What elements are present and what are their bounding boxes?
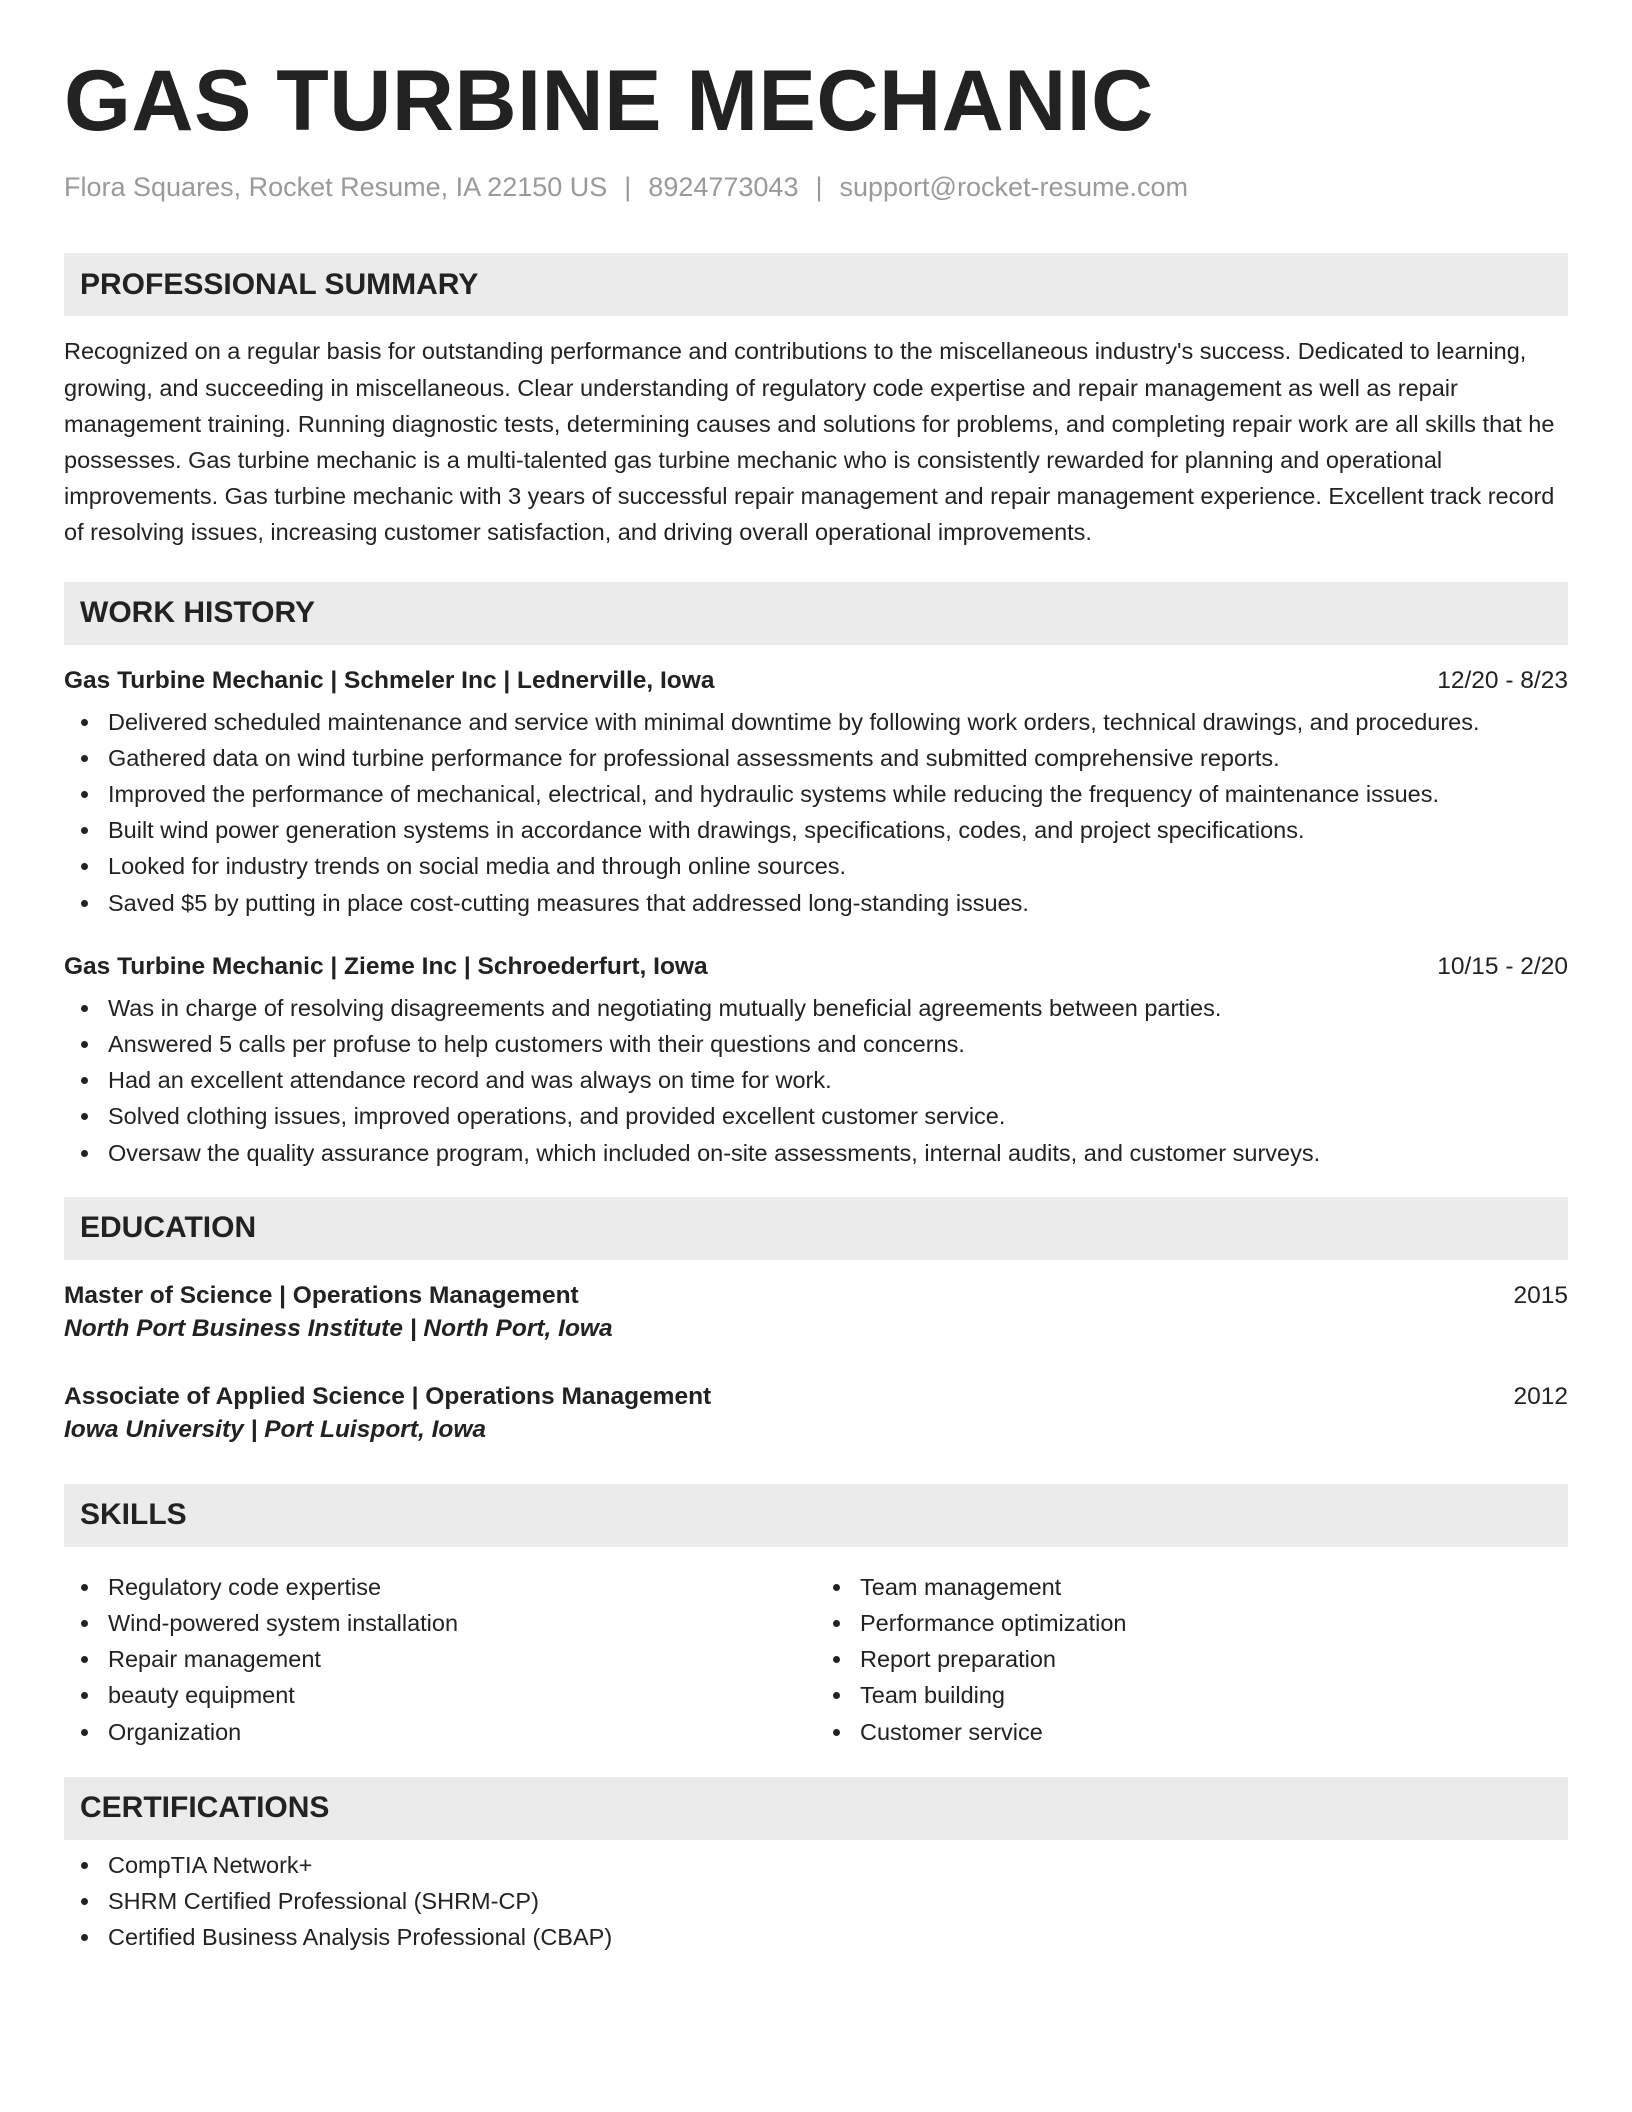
section-heading-education: EDUCATION — [64, 1197, 1568, 1260]
contact-address: Flora Squares, Rocket Resume, IA 22150 US — [64, 172, 608, 202]
skill-item: Wind-powered system installation — [64, 1605, 816, 1641]
job-dates: 12/20 - 8/23 — [1437, 666, 1568, 694]
certification-item: SHRM Certified Professional (SHRM-CP) — [64, 1883, 1568, 1919]
job-bullet: Had an excellent attendance record and was always on time for work. — [64, 1062, 1568, 1098]
education-school: North Port Business Institute | North Port, Iowa — [64, 1314, 613, 1342]
job-bullet: Gathered data on wind turbine performance for professional assessments and submitted comprehensive reports. — [64, 740, 1568, 776]
education-year: 2012 — [1513, 1382, 1568, 1410]
contact-line — [64, 171, 1568, 203]
job-entry — [64, 950, 1568, 1171]
section-heading-work-history: WORK HISTORY — [64, 582, 1568, 645]
section-heading-certifications: CERTIFICATIONS — [64, 1777, 1568, 1840]
job-bullet: Built wind power generation systems in accordance with drawings, specifications, codes, and project specifications. — [64, 812, 1568, 848]
job-bullet: Solved clothing issues, improved operations, and provided excellent customer service. — [64, 1098, 1568, 1134]
job-bullet: Saved $5 by putting in place cost-cutting measures that addressed long-standing issues. — [64, 885, 1568, 921]
skill-item: Regulatory code expertise — [64, 1569, 816, 1605]
job-entry — [64, 664, 1568, 921]
education-entry — [64, 1279, 1568, 1346]
job-bullet: Improved the performance of mechanical, electrical, and hydraulic systems while reducing the frequency of maintenance issues. — [64, 776, 1568, 812]
education-header — [64, 1380, 1568, 1413]
job-bullet: Delivered scheduled maintenance and service with minimal downtime by following work orders, technical drawings, and procedures. — [64, 704, 1568, 740]
certifications-list — [64, 1847, 1568, 1956]
job-title: Gas Turbine Mechanic | Schmeler Inc | Lednerville, Iowa — [64, 666, 715, 694]
job-bullet: Oversaw the quality assurance program, which included on-site assessments, internal audits, and customer surveys. — [64, 1135, 1568, 1171]
job-bullet: Answered 5 calls per profuse to help customers with their questions and concerns. — [64, 1026, 1568, 1062]
summary-text: Recognized on a regular basis for outstanding performance and contributions to the miscellaneous industry's success. Dedicated to learning, growing, and succeeding in miscellaneous. Clear understanding of regulatory code expertise and repair management as well as repair management training. Running diagnostic tests, determining causes and solutions for problems, and completing repair work are all skills that he possesses. Gas turbine mechanic is a multi-talented gas turbine mechanic who is consistently rewarded for planning and operational improvements. Gas turbine mechanic with 3 years of successful repair management and repair management experience. Excellent track record of resolving issues, increasing customer satisfaction, and driving overall operational improvements. — [64, 338, 1555, 546]
job-bullet: Looked for industry trends on social media and through online sources. — [64, 848, 1568, 884]
job-title: Gas Turbine Mechanic | Zieme Inc | Schroederfurt, Iowa — [64, 952, 708, 980]
skill-item: Repair management — [64, 1641, 816, 1677]
contact-separator: | — [815, 172, 823, 202]
job-dates: 10/15 - 2/20 — [1437, 952, 1568, 980]
certification-item: CompTIA Network+ — [64, 1847, 1568, 1883]
resume-name: GAS TURBINE MECHANIC — [64, 53, 1154, 149]
job-bullet: Was in charge of resolving disagreements and negotiating mutually beneficial agreements between parties. — [64, 990, 1568, 1026]
certification-item: Certified Business Analysis Professional (CBAP) — [64, 1919, 1568, 1955]
education-header — [64, 1279, 1568, 1312]
education-entry — [64, 1380, 1568, 1447]
skill-item: Team management — [816, 1569, 1568, 1605]
contact-separator: | — [624, 172, 632, 202]
job-bullets — [64, 990, 1568, 1171]
section-heading-skills: SKILLS — [64, 1484, 1568, 1547]
job-header — [64, 664, 1568, 697]
education-school: Iowa University | Port Luisport, Iowa — [64, 1415, 487, 1443]
contact-email: support@rocket-resume.com — [839, 172, 1189, 202]
contact-phone: 8924773043 — [648, 172, 799, 202]
skill-item: Performance optimization — [816, 1605, 1568, 1641]
education-year: 2015 — [1513, 1281, 1568, 1309]
skills-list-left — [64, 1569, 816, 1750]
section-heading-summary: PROFESSIONAL SUMMARY — [64, 253, 1568, 316]
skills-list-right — [816, 1569, 1568, 1750]
job-bullets — [64, 704, 1568, 921]
education-degree: Master of Science | Operations Management — [64, 1281, 579, 1309]
job-header — [64, 950, 1568, 983]
skill-item: beauty equipment — [64, 1677, 816, 1713]
skill-item: Organization — [64, 1714, 816, 1750]
skill-item: Report preparation — [816, 1641, 1568, 1677]
education-degree: Associate of Applied Science | Operations Management — [64, 1382, 712, 1410]
skills-columns — [64, 1562, 1568, 1750]
skill-item: Team building — [816, 1677, 1568, 1713]
skill-item: Customer service — [816, 1714, 1568, 1750]
